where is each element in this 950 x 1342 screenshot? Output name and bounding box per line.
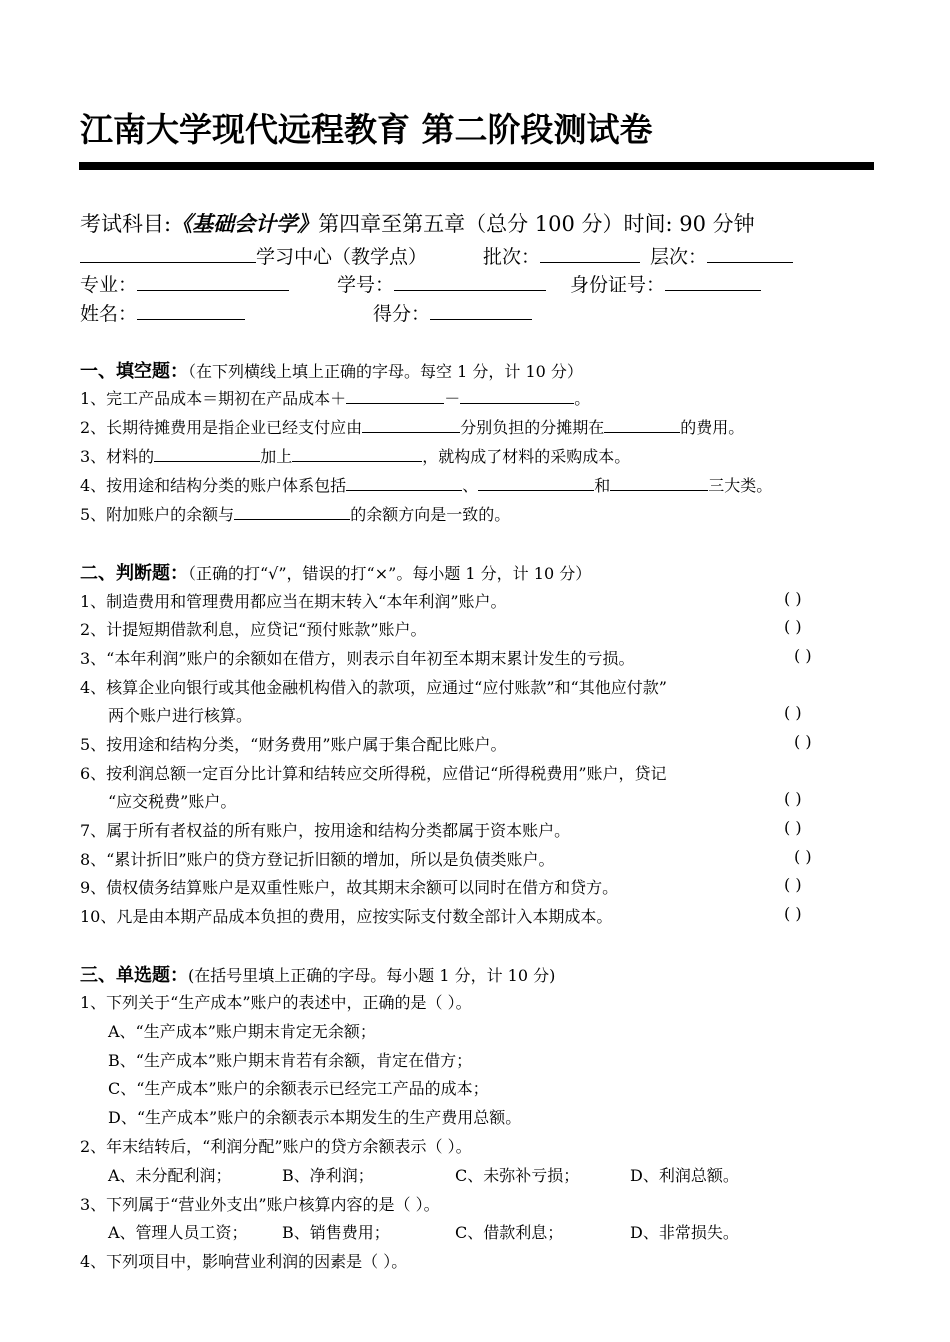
s1-q2-blank2[interactable] — [604, 416, 680, 433]
section1-heading: 一、填空题： — [80, 361, 188, 382]
s1-q4-blank2[interactable] — [478, 474, 594, 491]
s2-q7-answer[interactable]: ( ) — [784, 818, 802, 837]
s1-q4-blank3[interactable] — [610, 474, 708, 491]
s2-q7: 7、属于所有者权益的所有账户，按用途和结构分类都属于资本账户。 — [80, 821, 571, 840]
s3-q2: 2、年末结转后，“利润分配”账户的贷方余额表示（ ）。 — [80, 1137, 472, 1156]
s1-q2-mid: 分别负担的分摊期在 — [460, 418, 605, 437]
section1-header — [80, 357, 583, 383]
major-blank[interactable] — [137, 271, 289, 291]
s1-q5-blank1[interactable] — [234, 503, 350, 520]
exam-subject-line — [80, 208, 755, 238]
batch-label: 批次： — [483, 246, 541, 268]
name-blank[interactable] — [137, 300, 245, 320]
s2-q3-answer[interactable]: ( ) — [794, 646, 812, 665]
s1-q1-end: 。 — [574, 389, 591, 408]
s2-q2-answer[interactable]: ( ) — [784, 617, 802, 636]
s3-q2-option-d: D、利润总额。 — [630, 1166, 739, 1185]
s1-q1-blank2[interactable] — [460, 387, 574, 404]
s2-q8: 8、“累计折旧”账户的贷方登记折旧额的增加，所以是负债类账户。 — [80, 850, 555, 869]
s1-q5 — [80, 502, 510, 525]
s1-q5-text: 5、附加账户的余额与 — [80, 505, 235, 524]
s3-q2-option-a: A、未分配利润； — [108, 1166, 232, 1185]
s1-q4-text: 4、按用途和结构分类的账户体系包括 — [80, 476, 347, 495]
s2-q1-answer[interactable]: ( ) — [784, 589, 802, 608]
s1-q5-end: 的余额方向是一致的。 — [350, 505, 511, 524]
s2-q8-answer[interactable]: ( ) — [794, 847, 812, 866]
name-line — [80, 299, 532, 326]
s3-q1-option-b: B、“生产成本”账户期末肯若有余额，肯定在借方； — [108, 1051, 473, 1070]
s1-q4-end: 三大类。 — [708, 476, 773, 495]
section3-header — [80, 961, 555, 987]
s2-q4-answer[interactable]: ( ) — [784, 703, 802, 722]
section1-note: （在下列横线上填上正确的字母。每空 1 分，计 10 分） — [188, 362, 583, 381]
s1-q1-blank1[interactable] — [346, 387, 444, 404]
student-no-label: 学号： — [337, 274, 395, 296]
center-blank[interactable] — [80, 243, 256, 263]
level-blank[interactable] — [707, 243, 793, 263]
s3-q1: 1、下列关于“生产成本”账户的表述中，正确的是（ ）。 — [80, 993, 472, 1012]
s3-q1-option-a: A、“生产成本”账户期末肯定无余额； — [108, 1022, 376, 1041]
page-title: 江南大学现代远程教育 第二阶段测试卷 — [80, 110, 653, 149]
s3-q3-option-c: C、借款利息； — [455, 1223, 564, 1242]
section3-note: (在括号里填上正确的字母。每小题 1 分，计 10 分) — [188, 966, 556, 985]
s2-q10: 10、凡是由本期产品成本负担的费用，应按实际支付数全部计入本期成本。 — [80, 907, 613, 926]
score-blank[interactable] — [430, 300, 532, 320]
major-label: 专业： — [80, 274, 138, 296]
batch-blank[interactable] — [540, 243, 640, 263]
s1-q3-blank2[interactable] — [292, 445, 422, 462]
s2-q1: 1、制造费用和管理费用都应当在期末转入“本年利润”账户。 — [80, 592, 507, 611]
s3-q3-option-b: B、销售费用； — [282, 1223, 390, 1242]
name-label: 姓名： — [80, 303, 138, 325]
s1-q3-mid: 加上 — [260, 447, 293, 466]
s2-q10-answer[interactable]: ( ) — [784, 904, 802, 923]
student-no-blank[interactable] — [394, 271, 546, 291]
s1-q2-text: 2、长期待摊费用是指企业已经支付应由 — [80, 418, 363, 437]
s1-q3-blank1[interactable] — [154, 445, 260, 462]
s2-q5-answer[interactable]: ( ) — [794, 732, 812, 751]
score-label: 得分： — [373, 303, 431, 325]
s1-q4-sep: 、 — [462, 476, 479, 495]
s3-q2-option-c: C、未弥补亏损； — [455, 1166, 580, 1185]
s2-q3: 3、“本年利润”账户的余额如在借方，则表示自年初至本期末累计发生的亏损。 — [80, 649, 635, 668]
s2-q6-line1: 6、按利润总额一定百分比计算和结转应交所得税，应借记“所得税费用”账户，贷记 — [80, 764, 667, 783]
s2-q4-line1: 4、核算企业向银行或其他金融机构借入的款项，应通过“应付账款”和“其他应付款” — [80, 678, 667, 697]
id-label: 身份证号： — [570, 274, 666, 296]
section2-header — [80, 559, 591, 585]
s2-q4-line2: 两个账户进行核算。 — [108, 706, 253, 725]
s3-q4: 4、下列项目中，影响营业利润的因素是（ ）。 — [80, 1252, 408, 1271]
chapters-info: 第四章至第五章（总分 100 分）时间: 90 分钟 — [318, 212, 755, 236]
section3-heading: 三、单选题： — [80, 965, 188, 986]
center-label: 学习中心（教学点） — [256, 246, 428, 268]
s3-q1-option-d: D、“生产成本”账户的余额表示本期发生的生产费用总额。 — [108, 1108, 522, 1127]
s1-q3 — [80, 444, 630, 467]
section2-note: （正确的打“√”，错误的打“×”。每小题 1 分，计 10 分） — [188, 564, 592, 583]
id-blank[interactable] — [665, 271, 761, 291]
s1-q2-end: 的费用。 — [680, 418, 745, 437]
s1-q2-blank1[interactable] — [362, 416, 460, 433]
subject-name: 《基础会计学》 — [171, 211, 319, 236]
s1-q4-blank1[interactable] — [346, 474, 462, 491]
s1-q1-minus: － — [444, 389, 461, 408]
s1-q1-text: 1、完工产品成本＝期初在产品成本＋ — [80, 389, 347, 408]
s3-q3-option-a: A、管理人员工资； — [108, 1223, 248, 1242]
level-label: 层次： — [650, 246, 708, 268]
s2-q6-line2: “应交税费”账户。 — [108, 792, 237, 811]
major-line — [80, 270, 761, 297]
s3-q3-option-d: D、非常损失。 — [630, 1223, 739, 1242]
s1-q2 — [80, 415, 744, 438]
s1-q4 — [80, 473, 772, 496]
section2-heading: 二、判断题： — [80, 563, 188, 584]
s1-q3-end: ，就构成了材料的采购成本。 — [422, 447, 631, 466]
exam-subject-label: 考试科目: — [80, 212, 172, 236]
s2-q2: 2、计提短期借款利息，应贷记“预付账款”账户。 — [80, 620, 427, 639]
s1-q1 — [80, 386, 590, 409]
center-line — [80, 242, 793, 269]
s3-q2-option-b: B、净利润； — [282, 1166, 374, 1185]
s2-q9: 9、债权债务结算账户是双重性账户，故其期末余额可以同时在借方和贷方。 — [80, 878, 619, 897]
s3-q1-option-c: C、“生产成本”账户的余额表示已经完工产品的成本； — [108, 1079, 489, 1098]
title-rule — [79, 162, 874, 170]
s1-q3-text: 3、材料的 — [80, 447, 155, 466]
s2-q5: 5、按用途和结构分类，“财务费用”账户属于集合配比账户。 — [80, 735, 507, 754]
s3-q3: 3、下列属于“营业外支出”账户核算内容的是（ ）。 — [80, 1195, 440, 1214]
s2-q6-answer[interactable]: ( ) — [784, 789, 802, 808]
s1-q4-and: 和 — [594, 476, 611, 495]
s2-q9-answer[interactable]: ( ) — [784, 875, 802, 894]
